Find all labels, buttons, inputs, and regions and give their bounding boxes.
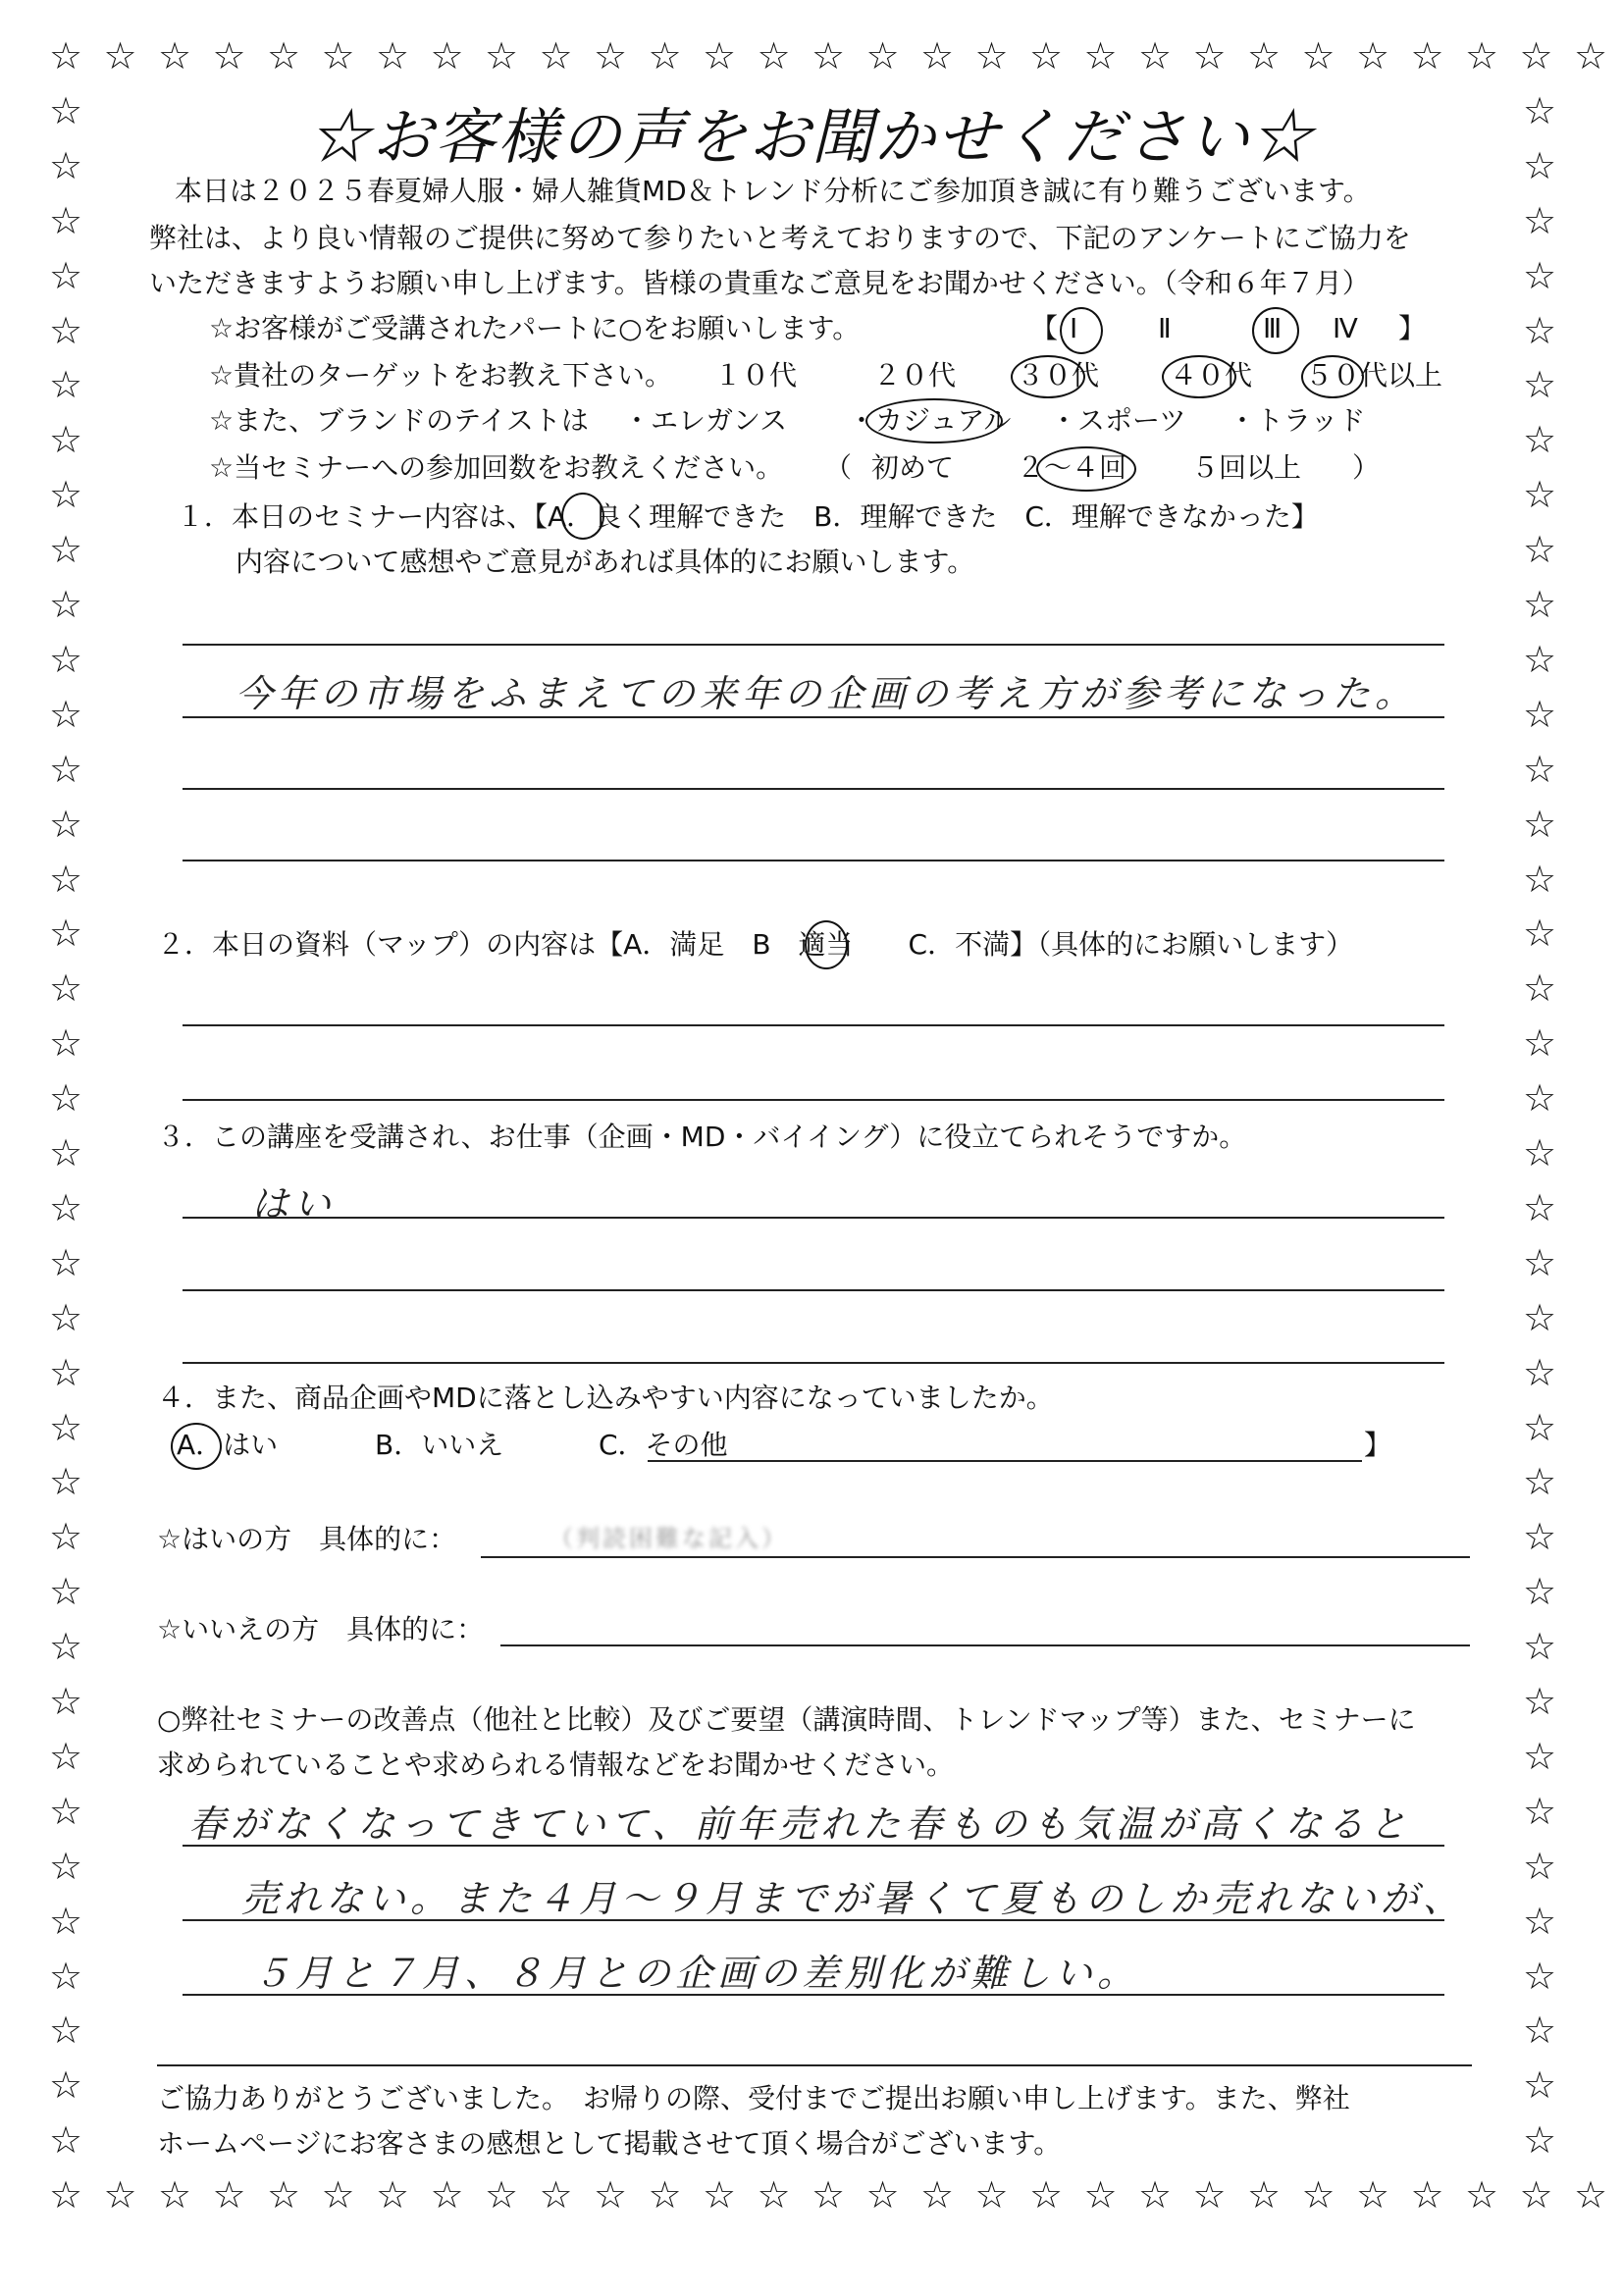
border-star-icon: ☆ <box>430 2173 464 2217</box>
q1-answer-line-3 <box>183 788 1444 790</box>
border-star-icon: ☆ <box>1523 912 1557 956</box>
border-star-icon: ☆ <box>1523 637 1557 681</box>
q4-option-b[interactable]: B．いいえ <box>375 1429 504 1461</box>
border-star-icon: ☆ <box>757 34 791 78</box>
border-star-icon: ☆ <box>49 1570 83 1614</box>
border-star-icon: ☆ <box>158 34 192 78</box>
improve-answer-2: 売れない。また４月～９月までが暑くて夏ものしか売れないが、 <box>241 1877 1466 1920</box>
border-star-icon: ☆ <box>49 2118 83 2163</box>
q1-answer-a-circle <box>561 493 604 540</box>
q4-question: ４．また、商品企画やMDに落とし込みやすい内容になっていましたか。 <box>157 1382 1054 1414</box>
border-star-icon: ☆ <box>49 308 83 352</box>
intro-line-1: 本日は２０２５春夏婦人服・婦人雑貨MD＆トレンド分析にご参加頂き誠に有り難うございます。 <box>175 175 1371 207</box>
border-star-icon: ☆ <box>49 143 83 187</box>
border-star-icon: ☆ <box>485 34 519 78</box>
border-star-icon: ☆ <box>49 473 83 517</box>
border-star-icon: ☆ <box>1523 198 1557 242</box>
target-option-3[interactable]: ３０代 <box>1017 359 1100 391</box>
border-star-icon: ☆ <box>212 34 246 78</box>
border-star-icon: ☆ <box>1523 1185 1557 1229</box>
border-star-icon: ☆ <box>920 34 955 78</box>
border-star-icon: ☆ <box>49 1954 83 1998</box>
border-star-icon: ☆ <box>49 1789 83 1833</box>
page-title: ☆お客様の声をお聞かせください☆ <box>308 101 1314 173</box>
border-star-icon: ☆ <box>865 2173 900 2217</box>
taste-option-4[interactable]: ・トラッド <box>1229 404 1366 437</box>
q3-answer-line-2 <box>183 1289 1444 1291</box>
border-star-icon: ☆ <box>1138 2173 1173 2217</box>
target-option-5-circle <box>1301 355 1364 398</box>
border-star-icon: ☆ <box>49 1625 83 1669</box>
part-option-4[interactable]: Ⅳ <box>1333 312 1358 344</box>
border-star-icon: ☆ <box>49 1185 83 1229</box>
border-star-icon: ☆ <box>212 2173 246 2217</box>
border-star-icon: ☆ <box>539 2173 573 2217</box>
border-star-icon: ☆ <box>49 1076 83 1121</box>
q4-yes-line <box>481 1556 1470 1558</box>
border-star-icon: ☆ <box>267 34 301 78</box>
border-star-icon: ☆ <box>49 966 83 1011</box>
part-open-bracket: 【 <box>1030 312 1059 344</box>
q4-yes-label: ☆はいの方 具体的に： <box>157 1523 457 1555</box>
border-star-icon: ☆ <box>49 1680 83 1723</box>
improve-question-line-2: 求められていることや求められる情報などをお聞かせください。 <box>157 1748 955 1781</box>
border-star-icon: ☆ <box>1523 857 1557 901</box>
border-star-icon: ☆ <box>49 2009 83 2053</box>
border-star-icon: ☆ <box>1523 418 1557 462</box>
intro-line-3: いただきますようお願い申し上げます。皆様の貴重なご意見をお聞かせください。（令和６年７月） <box>149 267 1370 299</box>
q1-answer-line-4 <box>183 860 1444 861</box>
border-star-icon: ☆ <box>49 1844 83 1888</box>
border-star-icon: ☆ <box>1192 2173 1227 2217</box>
border-star-icon: ☆ <box>1523 473 1557 517</box>
border-star-icon: ☆ <box>1029 34 1064 78</box>
q1-question: １．本日のセミナー内容は、【A．良く理解できた B．理解できた C．理解できなかった】 <box>177 500 1319 533</box>
border-star-icon: ☆ <box>1192 34 1227 78</box>
border-star-icon: ☆ <box>49 253 83 297</box>
border-star-icon: ☆ <box>1083 2173 1118 2217</box>
q1-answer-line-2 <box>183 716 1444 718</box>
improve-answer-line-2 <box>183 1919 1444 1921</box>
border-star-icon: ☆ <box>648 2173 682 2217</box>
target-option-5[interactable]: ５０代以上 <box>1305 359 1443 391</box>
taste-prompt: ☆また、ブランドのテイストは <box>209 404 589 437</box>
border-star-icon: ☆ <box>103 34 137 78</box>
border-star-icon: ☆ <box>49 802 83 846</box>
border-star-icon: ☆ <box>267 2173 301 2217</box>
border-star-icon: ☆ <box>1523 1021 1557 1066</box>
border-star-icon: ☆ <box>1247 34 1282 78</box>
target-option-4-circle <box>1162 355 1236 398</box>
part-prompt: ☆お客様がご受講されたパートに○をお願いします。 <box>209 312 861 344</box>
border-star-icon: ☆ <box>1523 253 1557 297</box>
border-star-icon: ☆ <box>49 1240 83 1284</box>
visits-option-3[interactable]: ５回以上 <box>1191 451 1302 484</box>
border-star-icon: ☆ <box>49 1899 83 1943</box>
border-star-icon: ☆ <box>1523 88 1557 132</box>
border-star-icon: ☆ <box>1523 1844 1557 1888</box>
border-star-icon: ☆ <box>1523 966 1557 1011</box>
target-option-3-circle <box>1011 355 1085 398</box>
border-star-icon: ☆ <box>485 2173 519 2217</box>
border-star-icon: ☆ <box>49 2173 83 2217</box>
q4-no-line <box>500 1644 1470 1646</box>
border-star-icon: ☆ <box>49 1131 83 1174</box>
border-star-icon: ☆ <box>1523 1405 1557 1449</box>
border-star-icon: ☆ <box>1523 2063 1557 2108</box>
border-star-icon: ☆ <box>103 2173 137 2217</box>
border-star-icon: ☆ <box>1301 2173 1335 2217</box>
q4-no-label: ☆いいえの方 具体的に： <box>157 1613 485 1645</box>
border-star-icon: ☆ <box>1523 1295 1557 1339</box>
border-star-icon: ☆ <box>1523 1789 1557 1833</box>
visits-option-1[interactable]: 初めて <box>871 451 955 484</box>
border-star-icon: ☆ <box>158 2173 192 2217</box>
border-star-icon: ☆ <box>1523 1240 1557 1284</box>
border-star-icon: ☆ <box>1523 1460 1557 1504</box>
q3-question: ３．この講座を受講され、お仕事（企画・MD・バイイング）に役立てられそうですか。 <box>157 1121 1247 1153</box>
border-star-icon: ☆ <box>49 418 83 462</box>
border-star-icon: ☆ <box>594 34 628 78</box>
border-star-icon: ☆ <box>49 528 83 572</box>
border-star-icon: ☆ <box>321 34 355 78</box>
border-star-icon: ☆ <box>1523 583 1557 626</box>
improve-answer-line-3 <box>183 1994 1444 1996</box>
border-star-icon: ☆ <box>49 1515 83 1559</box>
border-star-icon: ☆ <box>1523 1954 1557 1998</box>
q4-close-bracket: 】 <box>1364 1429 1392 1461</box>
border-star-icon: ☆ <box>1523 528 1557 572</box>
border-star-icon: ☆ <box>757 2173 791 2217</box>
border-star-icon: ☆ <box>1523 1131 1557 1174</box>
q4-option-a[interactable]: A．はい <box>177 1429 279 1461</box>
target-option-1[interactable]: １０代 <box>714 359 798 391</box>
visits-close-paren: ） <box>1352 451 1381 484</box>
border-star-icon: ☆ <box>1356 34 1390 78</box>
q2-question: ２．本日の資料（マップ）の内容は【A．満足 B 適当 C．不満】（具体的にお願いします） <box>157 928 1354 961</box>
border-star-icon: ☆ <box>49 583 83 626</box>
q1-handwritten-answer: 今年の市場をふまえての来年の企画の考え方が参考になった。 <box>236 672 1418 715</box>
border-star-icon: ☆ <box>49 857 83 901</box>
footer-line-1: ご協力ありがとうございました。 お帰りの際、受付までご提出お願い申し上げます。また、弊社 <box>157 2082 1350 2114</box>
border-star-icon: ☆ <box>1574 34 1608 78</box>
border-star-icon: ☆ <box>1410 34 1444 78</box>
border-star-icon: ☆ <box>1523 1899 1557 1943</box>
border-star-icon: ☆ <box>703 34 737 78</box>
border-star-icon: ☆ <box>1247 2173 1282 2217</box>
border-star-icon: ☆ <box>1029 2173 1064 2217</box>
border-star-icon: ☆ <box>1523 363 1557 407</box>
visits-prompt: ☆当セミナーへの参加回数をお教えください。 <box>209 451 784 484</box>
q3-handwritten-answer: はい <box>251 1182 337 1226</box>
border-star-icon: ☆ <box>1574 2173 1608 2217</box>
border-star-icon: ☆ <box>49 1460 83 1504</box>
border-star-icon: ☆ <box>1523 1570 1557 1614</box>
border-star-icon: ☆ <box>1465 34 1499 78</box>
border-star-icon: ☆ <box>49 34 83 78</box>
border-star-icon: ☆ <box>1519 34 1553 78</box>
q3-answer-line-1 <box>183 1217 1444 1219</box>
border-star-icon: ☆ <box>49 637 83 681</box>
part-option-3-circle <box>1252 307 1299 354</box>
border-star-icon: ☆ <box>865 34 900 78</box>
q4-yes-answer: （判読困難な記入） <box>550 1525 788 1552</box>
border-star-icon: ☆ <box>49 692 83 736</box>
taste-option-3[interactable]: ・スポーツ <box>1050 404 1186 437</box>
border-star-icon: ☆ <box>49 747 83 791</box>
border-star-icon: ☆ <box>1523 802 1557 846</box>
border-star-icon: ☆ <box>920 2173 955 2217</box>
border-star-icon: ☆ <box>1519 2173 1553 2217</box>
taste-option-1[interactable]: ・エレガンス <box>623 404 788 437</box>
border-star-icon: ☆ <box>1523 747 1557 791</box>
q4-option-a-circle <box>171 1423 222 1470</box>
border-star-icon: ☆ <box>703 2173 737 2217</box>
taste-option-2[interactable]: ・カジュアル <box>848 404 1012 437</box>
q3-answer-line-3 <box>183 1362 1444 1364</box>
visits-open-paren: （ <box>824 451 853 484</box>
border-star-icon: ☆ <box>1523 1625 1557 1669</box>
border-star-icon: ☆ <box>1083 34 1118 78</box>
q1-answer-line-1 <box>183 644 1444 646</box>
part-option-2[interactable]: Ⅱ <box>1158 312 1172 344</box>
improve-question-line-1: ○弊社セミナーの改善点（他社と比較）及びご要望（講演時間、トレンドマップ等）また、セミナーに <box>157 1703 1416 1736</box>
border-star-icon: ☆ <box>974 2173 1009 2217</box>
part-option-3[interactable]: Ⅲ <box>1263 312 1283 344</box>
border-star-icon: ☆ <box>49 198 83 242</box>
target-option-2[interactable]: ２０代 <box>873 359 957 391</box>
part-option-1[interactable]: Ⅰ <box>1070 312 1078 344</box>
target-option-4[interactable]: ４０代 <box>1170 359 1253 391</box>
intro-line-2: 弊社は、より良い情報のご提供に努めて参りたいと考えておりますので、下記のアンケートにご協力を <box>149 222 1411 254</box>
border-star-icon: ☆ <box>1523 143 1557 187</box>
border-star-icon: ☆ <box>430 34 464 78</box>
target-prompt: ☆貴社のターゲットをお教え下さい。 <box>209 359 672 391</box>
border-star-icon: ☆ <box>1523 1680 1557 1723</box>
border-star-icon: ☆ <box>1138 34 1173 78</box>
border-star-icon: ☆ <box>974 34 1009 78</box>
border-star-icon: ☆ <box>1523 308 1557 352</box>
q2-answer-b-circle <box>805 920 848 969</box>
part-close-bracket: 】 <box>1398 312 1427 344</box>
border-star-icon: ☆ <box>1523 1076 1557 1121</box>
border-star-icon: ☆ <box>49 1405 83 1449</box>
part-option-1-circle <box>1060 307 1103 354</box>
improve-answer-3: ５月と７月、８月との企画の差別化が難しい。 <box>253 1952 1140 1995</box>
border-star-icon: ☆ <box>376 2173 410 2217</box>
border-star-icon: ☆ <box>1465 2173 1499 2217</box>
border-star-icon: ☆ <box>49 1734 83 1778</box>
border-star-icon: ☆ <box>1523 1734 1557 1778</box>
border-star-icon: ☆ <box>1523 2009 1557 2053</box>
improve-answer-1: 春がなくなってきていて、前年売れた春ものも気温が高くなると <box>188 1802 1412 1846</box>
border-star-icon: ☆ <box>49 912 83 956</box>
footer-line-2: ホームページにお客さまの感想として掲載させて頂く場合がございます。 <box>157 2127 1062 2160</box>
border-star-icon: ☆ <box>1356 2173 1390 2217</box>
q2-answer-line-2 <box>183 1099 1444 1101</box>
q4-other-line <box>648 1460 1362 1462</box>
border-star-icon: ☆ <box>1523 692 1557 736</box>
border-star-icon: ☆ <box>49 1295 83 1339</box>
border-star-icon: ☆ <box>49 88 83 132</box>
q4-option-c[interactable]: C．その他 <box>599 1429 728 1461</box>
taste-option-2-circle <box>865 398 1003 444</box>
border-star-icon: ☆ <box>1523 1515 1557 1559</box>
border-star-icon: ☆ <box>1523 2118 1557 2163</box>
border-star-icon: ☆ <box>49 1021 83 1066</box>
visits-option-2[interactable]: ２～４回 <box>1017 451 1127 484</box>
border-star-icon: ☆ <box>1301 34 1335 78</box>
border-star-icon: ☆ <box>49 363 83 407</box>
border-star-icon: ☆ <box>376 34 410 78</box>
border-star-icon: ☆ <box>49 2063 83 2108</box>
footer-separator <box>157 2064 1472 2066</box>
border-star-icon: ☆ <box>49 1350 83 1394</box>
border-star-icon: ☆ <box>812 2173 846 2217</box>
border-star-icon: ☆ <box>539 34 573 78</box>
q2-answer-line-1 <box>183 1024 1444 1026</box>
visits-option-2-circle <box>1036 446 1136 492</box>
improve-answer-line-1 <box>183 1845 1444 1847</box>
border-star-icon: ☆ <box>594 2173 628 2217</box>
border-star-icon: ☆ <box>1523 1350 1557 1394</box>
border-star-icon: ☆ <box>321 2173 355 2217</box>
border-star-icon: ☆ <box>812 34 846 78</box>
border-star-icon: ☆ <box>1410 2173 1444 2217</box>
border-star-icon: ☆ <box>648 34 682 78</box>
q1-subtext: 内容について感想やご意見があれば具体的にお願いします。 <box>236 546 975 578</box>
